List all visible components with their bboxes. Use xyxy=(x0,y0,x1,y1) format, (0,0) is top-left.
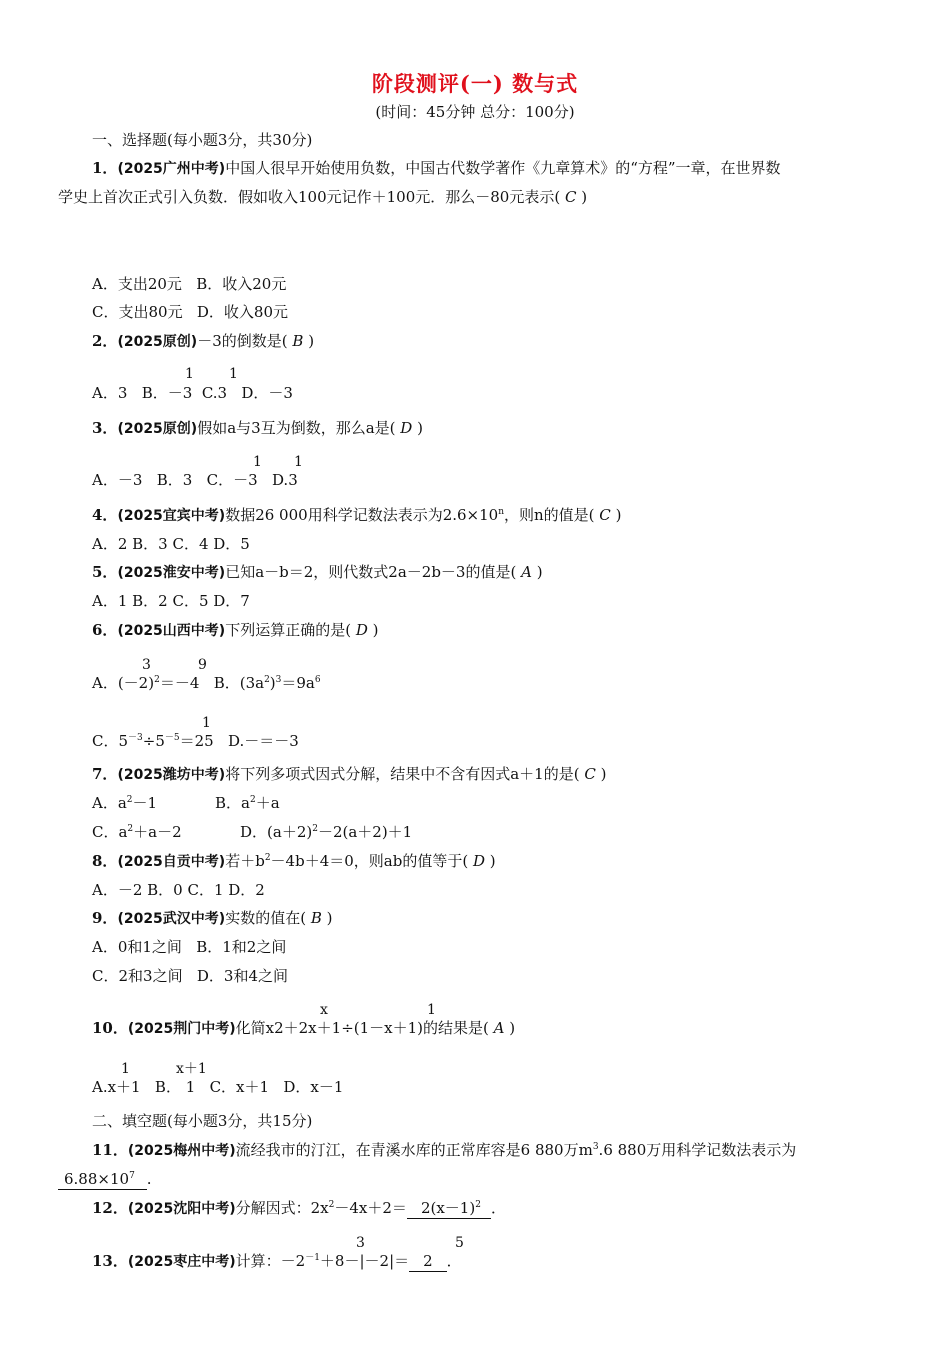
question-6: 6．(2025山西中考)下列运算正确的是( D ) xyxy=(92,621,379,639)
question-4: 4．(2025宜宾中考)数据26 000用科学记数法表示为$2.6\times 10^n$，则n的值是( C ) xyxy=(92,506,622,524)
q3-options: A．－3 B．3 C．－3 D.3 xyxy=(92,471,298,489)
answer: C xyxy=(564,188,577,206)
q10-top-1: 1 xyxy=(427,1002,436,1018)
q11-answer-line: $6.88\times 10^7$ . xyxy=(58,1169,152,1190)
question-13: 13．(2025枣庄中考)计算：$-2^{-1}+8-|-2|= 2$ ． xyxy=(92,1252,462,1270)
q7-option-a: A．$a^2-1$ xyxy=(92,794,158,812)
question-12: 12．(2025沈阳中考)分解因式：$2x^2-4x+2= 2(x-1)^2$ ． xyxy=(92,1199,506,1217)
answer: 2(x－1) xyxy=(420,1199,476,1217)
q7-option-c: C．$a^2+a-2$ xyxy=(92,823,182,841)
question-8: 8．(2025自贡中考)若$+b^2-4b+4=0$，则ab的值等于( D ) xyxy=(92,852,496,870)
q6-top-9: 9 xyxy=(198,657,207,673)
section-heading-fill: 二、填空题(每小题3分，共15分) xyxy=(92,1112,313,1130)
question-7: 7．(2025潍坊中考)将下列多项式因式分解，结果中不含有因式a＋1的是( C ) xyxy=(92,765,607,783)
q5-options: A．1 B．2 C．5 D．7 xyxy=(92,592,250,610)
q6-options-row1: A．$(-2)^2=-4$ B．$(3a^2)^3=9a^6$ xyxy=(92,674,321,692)
q9-options-row1: A．0和1之间 B．1和2之间 xyxy=(92,938,287,956)
q2-frac-top-b: 1 xyxy=(185,366,194,382)
q13-top-5: 5 xyxy=(455,1235,464,1251)
answer: 2 xyxy=(409,1251,447,1272)
page-subtitle: (时间：45分钟 总分：100分) xyxy=(375,103,575,121)
q3-frac-top-c: 1 xyxy=(253,454,262,470)
q2-options: A．3 B．－3 C.3 D．－3 xyxy=(92,384,293,402)
q8-options: A．－2 B．0 C．1 D．2 xyxy=(92,881,265,899)
q6-options-row2: C．$5^{-3}\div 5^{-5}=25$ D.－＝－3 xyxy=(92,732,299,750)
q10-option-a-top: 1 xyxy=(121,1061,130,1077)
question-9: 9．(2025武汉中考)实数的值在( B ) xyxy=(92,909,333,927)
q3-frac-top-d: 1 xyxy=(294,454,303,470)
q7-option-b: B．$a^2+a$ xyxy=(215,794,280,812)
question-10: 10．(2025荆门中考)化简x2＋2x＋1÷(1－x＋1)的结果是( A ) xyxy=(92,1019,516,1037)
q10-options: A.x＋1 B． 1 C．x＋1 D．x－1 xyxy=(92,1078,344,1096)
q4-options: A．2 B．3 C．4 D．5 xyxy=(92,535,250,553)
question-3: 3．(2025原创)假如a与3互为倒数，那么a是( D ) xyxy=(92,419,423,437)
question-5: 5．(2025淮安中考)已知a－b＝2，则代数式2a－2b－3的值是( A ) xyxy=(92,563,543,581)
q13-top-3: 3 xyxy=(356,1235,365,1251)
page-title: 阶段测评(一) 数与式 xyxy=(371,71,579,96)
answer: 6.88×10 xyxy=(64,1170,130,1188)
question-1-line2: 学史上首次正式引入负数．假如收入100元记作＋100元．那么－80元表示( C ) xyxy=(58,188,588,206)
q9-options-row2: C．2和3之间 D．3和4之间 xyxy=(92,967,289,985)
q10-option-b-top: x＋1 xyxy=(176,1061,207,1077)
q1-options-row1: A．支出20元 B．收入20元 xyxy=(92,275,287,293)
question-2: 2．(2025原创)－3的倒数是( B ) xyxy=(92,332,315,350)
q6-top-1: 1 xyxy=(202,715,211,731)
section-heading-choice: 一、选择题(每小题3分，共30分) xyxy=(92,131,313,149)
q2-frac-top-c: 1 xyxy=(229,366,238,382)
q7-option-d: D．$(a+2)^2-2(a+2)+1$ xyxy=(240,823,413,841)
question-11: 11．(2025梅州中考)流经我市的汀江，在青溪水库的正常库容是6 880万$m^3.6$ 880万用科学记数法表示为 xyxy=(92,1141,797,1159)
q6-top-3: 3 xyxy=(142,657,151,673)
question-1: 1．(2025广州中考)中国人很早开始使用负数，中国古代数学著作《九章算术》的“方程”一章，在世界数 xyxy=(92,159,781,177)
q10-top-x: x xyxy=(320,1002,328,1018)
q1-options-row2: C．支出80元 D．收入80元 xyxy=(92,303,289,321)
